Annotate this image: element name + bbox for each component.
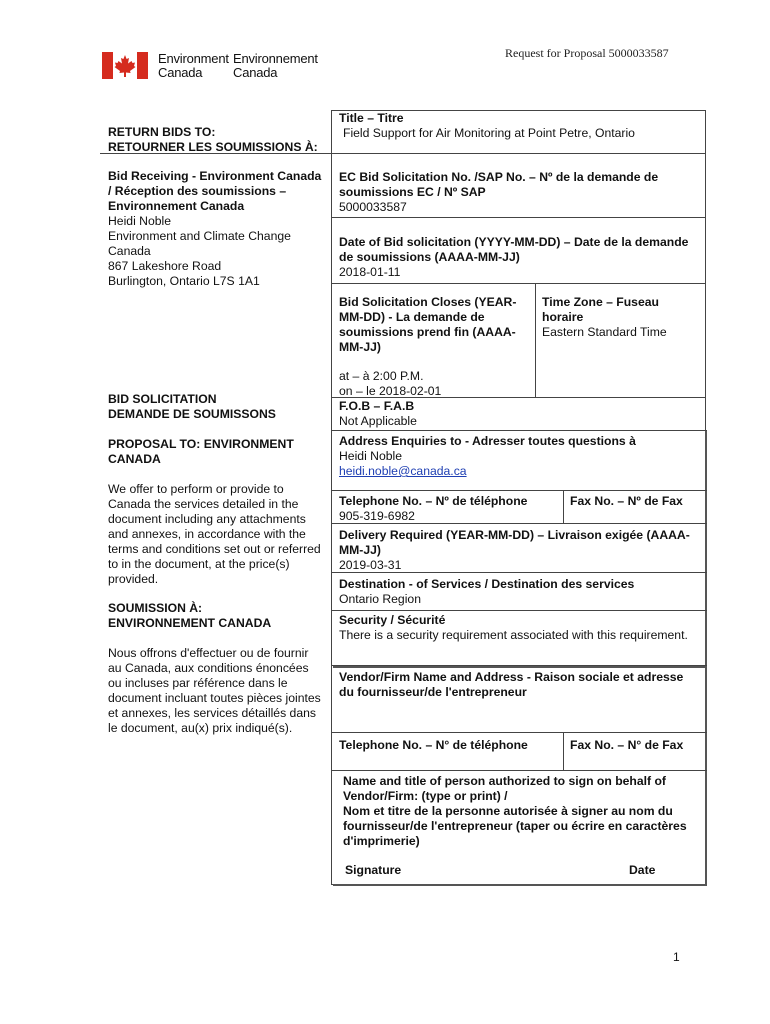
solicitation-date-label: Date of Bid solicitation (YYYY-MM-DD) – Date de la demande bbox=[339, 235, 689, 249]
offer-fr-line: Nous offrons d'effectuer ou de fournir bbox=[108, 646, 309, 660]
enquiries-email-link[interactable]: heidi.noble@canada.ca bbox=[339, 464, 467, 478]
offer-en-line: document including any attachments bbox=[108, 512, 306, 526]
fax-label: Fax No. – Nº de Fax bbox=[570, 494, 683, 508]
proposal-to-heading: CANADA bbox=[108, 452, 161, 466]
closing-date: on – le 2018-02-01 bbox=[339, 384, 442, 398]
solicitation-number-value: 5000033587 bbox=[339, 200, 407, 214]
timezone-value: Eastern Standard Time bbox=[542, 325, 667, 339]
security-value: There is a security requirement associated with this requirement. bbox=[339, 628, 688, 642]
authorized-label: Nom et titre de la personne autorisée à signer au nom du bbox=[343, 804, 673, 818]
address-line: Canada bbox=[108, 244, 151, 258]
closes-label: MM-DD) - La demande de bbox=[339, 310, 485, 324]
destination-label: Destination - of Services / Destination des services bbox=[339, 577, 635, 591]
logo-en-line2: Canada bbox=[158, 65, 203, 80]
fob-label: F.O.B – F.A.B bbox=[339, 399, 415, 413]
vendor-phone-label: Telephone No. – N° de téléphone bbox=[339, 738, 528, 752]
offer-en-line: provided. bbox=[108, 572, 159, 586]
row-divider bbox=[331, 217, 705, 218]
solicitation-number-label: EC Bid Solicitation No. /SAP No. – Nº de la demande de bbox=[339, 170, 659, 184]
vendor-label: du fournisseur/de l'entrepreneur bbox=[339, 685, 527, 699]
offer-en-line: to in the document, at the price(s) bbox=[108, 557, 290, 571]
title-value: Field Support for Air Monitoring at Point Petre, Ontario bbox=[343, 126, 635, 140]
closes-label: MM-JJ) bbox=[339, 340, 381, 354]
offer-en-line: and annexes, in accordance with the bbox=[108, 527, 306, 541]
page-number: 1 bbox=[673, 950, 680, 964]
bid-receiving-line: Environnement Canada bbox=[108, 199, 245, 213]
fob-value: Not Applicable bbox=[339, 414, 417, 428]
closing-time: at – à 2:00 P.M. bbox=[339, 369, 424, 383]
authorized-label: fournisseur/de l'entrepreneur (taper ou écrire en caractères bbox=[343, 819, 687, 833]
row-divider bbox=[331, 490, 707, 491]
rfp-reference: Request for Proposal 5000033587 bbox=[505, 46, 669, 60]
signature-label: Signature bbox=[345, 863, 402, 877]
canada-flag-icon bbox=[102, 52, 148, 79]
phone-value: 905-319-6982 bbox=[339, 509, 415, 523]
return-bids-fr: RETOURNER LES SOUMISSIONS À: bbox=[108, 140, 318, 154]
proposal-to-heading: PROPOSAL TO: ENVIRONMENT bbox=[108, 437, 294, 451]
closes-label: soumissions prend fin (AAAA- bbox=[339, 325, 516, 339]
delivery-value: 2019-03-31 bbox=[339, 558, 402, 572]
offer-fr-line: au Canada, aux conditions énoncées bbox=[108, 661, 309, 675]
address-line: Burlington, Ontario L7S 1A1 bbox=[108, 274, 260, 288]
offer-en-line: We offer to perform or provide to bbox=[108, 482, 284, 496]
offer-fr-line: ou incluses par référence dans le bbox=[108, 676, 288, 690]
right-shadow bbox=[705, 430, 707, 886]
vendor-fax-label: Fax No. – N° de Fax bbox=[570, 738, 684, 752]
timezone-label: horaire bbox=[542, 310, 584, 324]
delivery-label: MM-JJ) bbox=[339, 543, 381, 557]
destination-value: Ontario Region bbox=[339, 592, 421, 606]
date-sign-label: Date bbox=[629, 863, 656, 877]
address-line: Heidi Noble bbox=[108, 214, 172, 228]
cell-divider bbox=[563, 490, 564, 523]
row-divider bbox=[331, 283, 705, 284]
logo-fr-line2: Canada bbox=[233, 65, 278, 80]
bid-receiving-line: / Réception des soumissions – bbox=[108, 184, 287, 198]
row-shadow bbox=[333, 666, 707, 668]
soumission-heading: SOUMISSION À: bbox=[108, 601, 203, 615]
cell-divider bbox=[535, 283, 536, 397]
phone-label: Telephone No. – Nº de téléphone bbox=[339, 494, 528, 508]
solicitation-date-label: de soumissions (AAAA-MM-JJ) bbox=[339, 250, 520, 264]
solicitation-number-label: soumissions EC / Nº SAP bbox=[339, 185, 486, 199]
title-label: Title – Titre bbox=[339, 111, 404, 125]
offer-fr-line: le document, au(x) prix indiqué(s). bbox=[108, 721, 293, 735]
closes-label: Bid Solicitation Closes (YEAR- bbox=[339, 295, 517, 309]
solicitation-date-value: 2018-01-11 bbox=[339, 265, 401, 279]
bid-solicitation-heading: DEMANDE DE SOUMISSONS bbox=[108, 407, 276, 421]
timezone-label: Time Zone – Fuseau bbox=[542, 295, 659, 309]
offer-fr-line: et annexes, les services détaillés dans bbox=[108, 706, 316, 720]
soumission-heading: ENVIRONNEMENT CANADA bbox=[108, 616, 272, 630]
bid-solicitation-heading: BID SOLICITATION bbox=[108, 392, 217, 406]
enquiries-name: Heidi Noble bbox=[339, 449, 403, 463]
offer-en-line: terms and conditions set out or referred bbox=[108, 542, 321, 556]
row-divider bbox=[331, 732, 707, 733]
cell-divider bbox=[563, 732, 564, 770]
row-divider bbox=[331, 430, 707, 431]
authorized-label: Name and title of person authorized to sign on behalf of bbox=[343, 774, 666, 788]
offer-en-line: Canada the services detailed in the bbox=[108, 497, 299, 511]
address-line: 867 Lakeshore Road bbox=[108, 259, 222, 273]
authorized-label: d'imprimerie) bbox=[343, 834, 420, 848]
logo-en-line1: Environment bbox=[158, 51, 229, 66]
environment-canada-logo bbox=[102, 51, 318, 80]
logo-fr-line1: Environnement bbox=[233, 51, 318, 66]
enquiries-label: Address Enquiries to - Adresser toutes questions à bbox=[339, 434, 636, 448]
security-label: Security / Sécurité bbox=[339, 613, 446, 627]
bid-receiving-line: Bid Receiving - Environment Canada bbox=[108, 169, 322, 183]
row-divider bbox=[331, 770, 707, 771]
offer-fr-line: document incluant toutes pièces jointes bbox=[108, 691, 321, 705]
bottom-shadow bbox=[333, 884, 707, 886]
address-line: Environment and Climate Change bbox=[108, 229, 291, 243]
row-divider bbox=[331, 610, 707, 611]
vendor-label: Vendor/Firm Name and Address - Raison sociale et adresse bbox=[339, 670, 684, 684]
return-bids-en: RETURN BIDS TO: bbox=[108, 125, 216, 139]
delivery-label: Delivery Required (YEAR-MM-DD) – Livraison exigée (AAAA- bbox=[339, 528, 690, 542]
authorized-label: Vendor/Firm: (type or print) / bbox=[343, 789, 508, 803]
column-divider bbox=[331, 110, 332, 884]
